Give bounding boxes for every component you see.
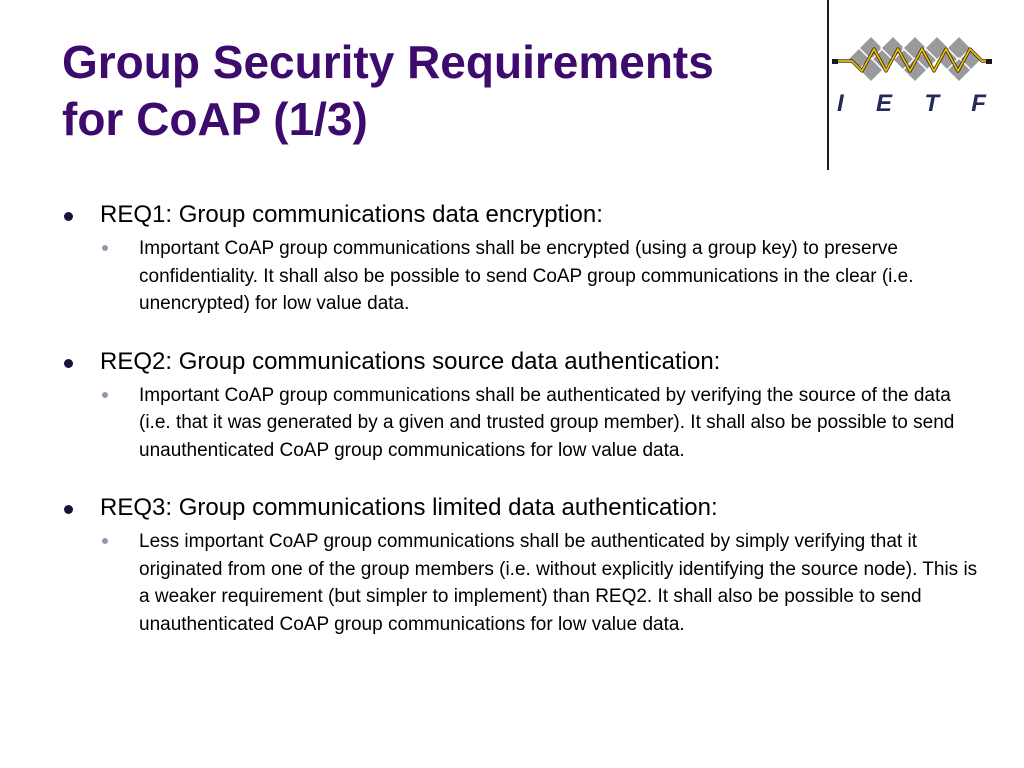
- requirement-detail: Important CoAP group communications shall be encrypted (using a group key) to preserve confidentiality. It shall also be possible to send CoAP group communications in the clear (i.e. unencrypted) for low value data.: [139, 238, 914, 314]
- requirement-heading-row: [62, 493, 982, 523]
- requirement-heading-row: [62, 200, 982, 230]
- requirement-heading: REQ1: Group communications data encryption:: [100, 201, 603, 228]
- requirement-detail: Important CoAP group communications shall be authenticated by verifying the source of the data (i.e. that it was generated by a given and trusted group member). It shall also be possible to send unauthenticated CoAP group communications for low value data.: [139, 384, 955, 461]
- bullet-icon: [64, 505, 73, 514]
- logo-letter-t: T: [924, 90, 939, 117]
- ietf-logo-wordmark: [832, 91, 992, 117]
- requirement-detail-row: [62, 528, 982, 638]
- requirement-item: [62, 493, 982, 638]
- sub-bullet-icon: [102, 245, 108, 251]
- requirement-heading-row: [62, 347, 982, 377]
- logo-letter-e: E: [875, 90, 892, 117]
- slide-title-line-2: for CoAP (1/3): [62, 93, 368, 145]
- sub-bullet-icon: [102, 538, 108, 544]
- logo-line-cap-right: [986, 59, 992, 64]
- sub-bullet-icon: [102, 392, 108, 398]
- slide-title-line-1: Group Security Requirements: [62, 36, 714, 88]
- slide-title: [62, 34, 812, 148]
- requirement-detail-row: [62, 382, 982, 465]
- requirement-heading: REQ2: Group communications source data authentication:: [100, 347, 721, 375]
- header-divider: [827, 0, 829, 170]
- requirement-item: [62, 347, 982, 465]
- requirement-detail: Less important CoAP group communications shall be authenticated by simply verifying that it originated from one of the group members (i.e. without explicitly identifying the source node). This is a weaker requirement (but simpler to implement) than REQ2. It shall also be possible to send unauthenticated CoAP group communications for low value data.: [139, 531, 978, 635]
- ietf-logo: [832, 30, 992, 120]
- requirement-heading: REQ3: Group communications limited data authentication:: [100, 494, 718, 521]
- logo-letter-f: F: [971, 90, 986, 117]
- requirement-item: [62, 200, 982, 318]
- requirements-list: [62, 200, 982, 667]
- requirement-detail-row: [62, 235, 982, 318]
- logo-line-cap-left: [832, 59, 838, 64]
- bullet-icon: [64, 212, 73, 221]
- logo-letter-i: I: [837, 90, 844, 117]
- ietf-logo-graphic: [832, 30, 992, 88]
- bullet-icon: [64, 359, 73, 368]
